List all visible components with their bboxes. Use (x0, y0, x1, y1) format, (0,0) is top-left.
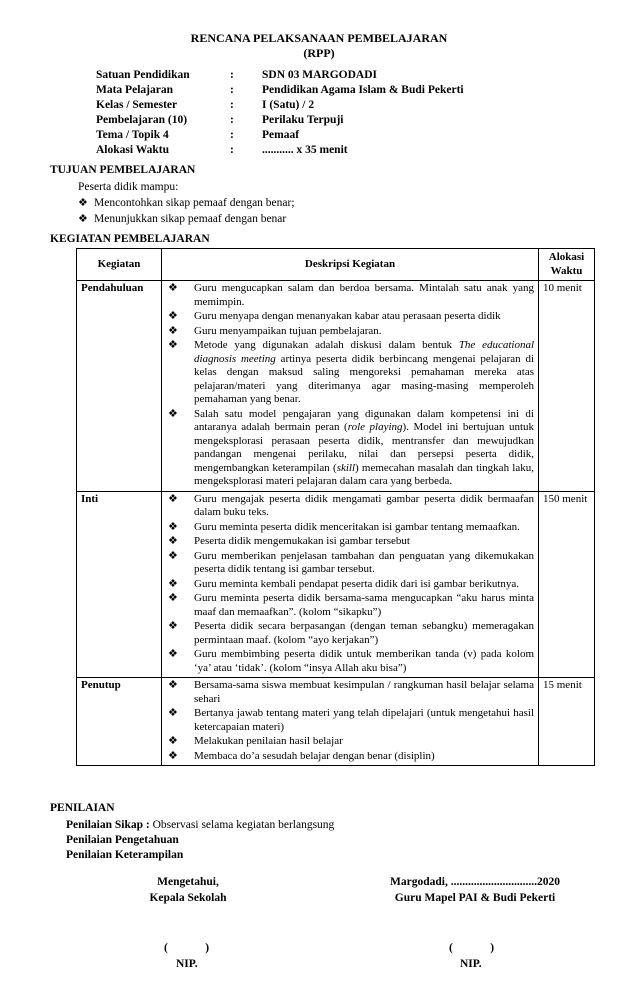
activity-text: Guru meminta peserta didik bersama-sama mengucapkan “aku harus minta maaf dan memaafkan”. (kolom “sikapku”) (194, 592, 534, 618)
info-row (96, 98, 464, 113)
phase-cell: Penutup (77, 678, 162, 766)
diamond-bullet-icon: ❖ (168, 577, 178, 590)
list-item (168, 707, 534, 734)
info-row (96, 128, 464, 143)
info-value: Pendidikan Agama Islam & Budi Pekerti (262, 84, 464, 96)
list-item (168, 521, 534, 535)
signature-block-left (118, 874, 258, 906)
kegiatan-heading: KEGIATAN PEMBELAJARAN (50, 233, 210, 245)
diamond-bullet-icon: ❖ (78, 197, 88, 209)
signature-line1: Mengetahui, (157, 876, 219, 888)
activity-text: Salah satu model pengajaran yang digunakan dalam kompetensi ini di antaranya adalah bermain peran (role playing). Model ini bertujuan untuk mengeksplorasi perasaan peserta didik, mentransfer dan mewujudkan pandangan mengenai perilaku, nilai dan persepsi peserta didik, mengembangkan keterampilan (skill) memecahan masalah dan tingkah laku, mengeksplorasi materi pelajaran dalam cara yang berbeda. (194, 407, 534, 487)
info-colon: : (230, 69, 234, 81)
diamond-bullet-icon: ❖ (168, 620, 178, 632)
penilaian-heading: PENILAIAN (50, 802, 115, 814)
activity-text: Guru meminta kembali pendapat peserta didik dari isi gambar berikutnya. (194, 577, 520, 590)
info-value: ........... x 35 menit (262, 144, 348, 156)
column-header: Alokasi Waktu (539, 249, 595, 281)
activity-text: Peserta didik secara berpasangan (dengan teman sebangku) memeragakan permintaan maaf. (kolom “ayo kerjakan”) (194, 620, 534, 646)
column-header: Deskripsi Kegiatan (162, 249, 539, 281)
diamond-bullet-icon: ❖ (168, 535, 178, 547)
diamond-bullet-icon: ❖ (168, 707, 178, 719)
penilaian-sikap (66, 818, 334, 833)
table-row (77, 281, 595, 492)
diamond-bullet-icon: ❖ (168, 520, 178, 533)
list-item (168, 535, 534, 549)
document-title: RENCANA PELAKSANAAN PEMBELAJARAN (190, 31, 448, 45)
diamond-bullet-icon: ❖ (168, 749, 178, 762)
penilaian-pengetahuan (66, 833, 334, 848)
info-value: I (Satu) / 2 (262, 99, 315, 111)
activity-text: Bersama-sama siswa membuat kesimpulan / rangkuman hasil belajar selama sehari (194, 679, 534, 705)
list-item (168, 493, 534, 520)
list-item (78, 195, 295, 211)
time-cell: 10 menit (539, 281, 595, 492)
info-row (96, 68, 464, 83)
info-colon: : (230, 129, 234, 141)
penilaian-sikap-label: Penilaian Sikap : (66, 819, 150, 831)
list-item (168, 648, 534, 675)
list-item (168, 339, 534, 407)
list-item (168, 282, 534, 309)
phase-cell: Inti (77, 491, 162, 678)
diamond-bullet-icon: ❖ (168, 735, 178, 747)
list-item (168, 310, 534, 324)
diamond-bullet-icon: ❖ (168, 549, 178, 562)
diamond-bullet-icon: ❖ (168, 339, 178, 351)
info-row (96, 83, 464, 98)
activity-text: Guru mengucapkan salam dan berdoa bersama. Mintalah satu anak yang memimpin. (194, 282, 534, 308)
document-subtitle: (RPP) (303, 46, 335, 60)
description-cell (162, 281, 539, 492)
diamond-bullet-icon: ❖ (168, 492, 178, 505)
table-row (77, 491, 595, 678)
list-item (168, 592, 534, 619)
activity-text: Guru menyapa dengan menanyakan kabar atau perasaan peserta didik (194, 310, 501, 322)
table-header-row (77, 249, 595, 281)
activity-text: Guru memberikan penjelasan tambahan dan penguatan yang dikemukakan peserta didik tentang isi gambar tersebut. (194, 549, 534, 575)
signature-line1: Margodadi, ..............................2020 (390, 876, 560, 888)
info-label: Mata Pelajaran (96, 84, 173, 96)
penilaian-list (66, 818, 334, 863)
activity-text: Guru mengajak peserta didik mengamati gambar peserta didik bermaafan dalam buku teks. (194, 492, 534, 518)
tujuan-item: Mencontohkan sikap pemaaf dengan benar; (94, 197, 295, 209)
diamond-bullet-icon: ❖ (168, 407, 178, 420)
info-row (96, 143, 464, 158)
list-item (168, 578, 534, 592)
signature-line2: Kepala Sekolah (149, 892, 227, 904)
info-label: Alokasi Waktu (96, 144, 169, 156)
tujuan-list (78, 179, 295, 227)
info-row (96, 113, 464, 128)
info-value: Perilaku Terpuji (262, 114, 344, 126)
diamond-bullet-icon: ❖ (168, 592, 178, 604)
list-item (168, 679, 534, 706)
list-item (168, 550, 534, 577)
activity-text: Membaca do’a sesudah belajar dengan benar (disiplin) (194, 749, 435, 762)
activity-text: Melakukan penilaian hasil belajar (194, 735, 343, 747)
info-label: Satuan Pendidikan (96, 69, 190, 81)
list-item (168, 408, 534, 489)
info-colon: : (230, 144, 234, 156)
diamond-bullet-icon: ❖ (168, 648, 178, 660)
list-item (168, 325, 534, 339)
list-item (78, 211, 295, 227)
diamond-bullet-icon: ❖ (168, 679, 178, 691)
diamond-bullet-icon: ❖ (168, 310, 178, 322)
penilaian-keterampilan (66, 848, 334, 863)
signature-name-right: ( ) (449, 942, 495, 954)
time-cell: 150 menit (539, 491, 595, 678)
list-item (168, 735, 534, 749)
info-label: Tema / Topik 4 (96, 129, 169, 141)
info-label: Kelas / Semester (96, 99, 178, 111)
tujuan-intro: Peserta didik mampu: (78, 181, 179, 193)
diamond-bullet-icon: ❖ (78, 213, 88, 225)
activity-text: Guru meminta peserta didik menceritakan isi gambar tentang memaafkan. (194, 520, 520, 533)
list-item (168, 620, 534, 647)
penilaian-pengetahuan-label: Penilaian Pengetahuan (66, 834, 179, 846)
description-cell (162, 491, 539, 678)
table-row (77, 678, 595, 766)
signature-name-left: ( ) (164, 942, 210, 954)
diamond-bullet-icon: ❖ (168, 324, 178, 337)
column-header: Kegiatan (77, 249, 162, 281)
signature-nip-right: NIP. (460, 958, 482, 970)
signature-line2: Guru Mapel PAI & Budi Pekerti (394, 892, 556, 904)
phase-cell: Pendahuluan (77, 281, 162, 492)
kegiatan-table (76, 248, 595, 766)
tujuan-heading: TUJUAN PEMBELAJARAN (50, 164, 196, 176)
activity-text: Metode yang digunakan adalah diskusi dalam bentuk The educational diagnosis meeting artinya peserta didik berbincang mengenai pelajaran di kelas dengan maksud saling mengoreksi pemahaman mereka atas pelajaran/materi yang diterimanya agar masing-masing memperoleh pemahaman yang benar. (194, 339, 535, 405)
diamond-bullet-icon: ❖ (168, 282, 178, 294)
info-value: Pemaaf (262, 129, 300, 141)
info-colon: : (230, 84, 234, 96)
description-cell (162, 678, 539, 766)
list-item (168, 750, 534, 764)
activity-text: Guru membimbing peserta didik untuk memberikan tanda (v) pada kolom ‘ya’ atau ‘tidak’. (kolom “insya Allah aku bisa”) (194, 648, 534, 674)
time-cell: 15 menit (539, 678, 595, 766)
tujuan-item: Menunjukkan sikap pemaaf dengan benar (94, 213, 287, 225)
signature-nip-left: NIP. (176, 958, 198, 970)
signature-block-right (360, 874, 590, 906)
info-colon: : (230, 99, 234, 111)
info-label: Pembelajaran (10) (96, 114, 188, 126)
info-colon: : (230, 114, 234, 126)
identity-block (96, 68, 464, 158)
activity-text: Guru menyampaikan tujuan pembelajaran. (194, 324, 382, 337)
penilaian-keterampilan-label: Penilaian Keterampilan (66, 849, 184, 861)
activity-text: Bertanya jawab tentang materi yang telah dipelajari (untuk mengetahui hasil ketercapaian materi) (194, 707, 534, 733)
penilaian-sikap-value: Observasi selama kegiatan berlangsung (152, 819, 335, 831)
info-value: SDN 03 MARGODADI (262, 69, 377, 81)
activity-text: Peserta didik mengemukakan isi gambar tersebut (194, 535, 410, 547)
